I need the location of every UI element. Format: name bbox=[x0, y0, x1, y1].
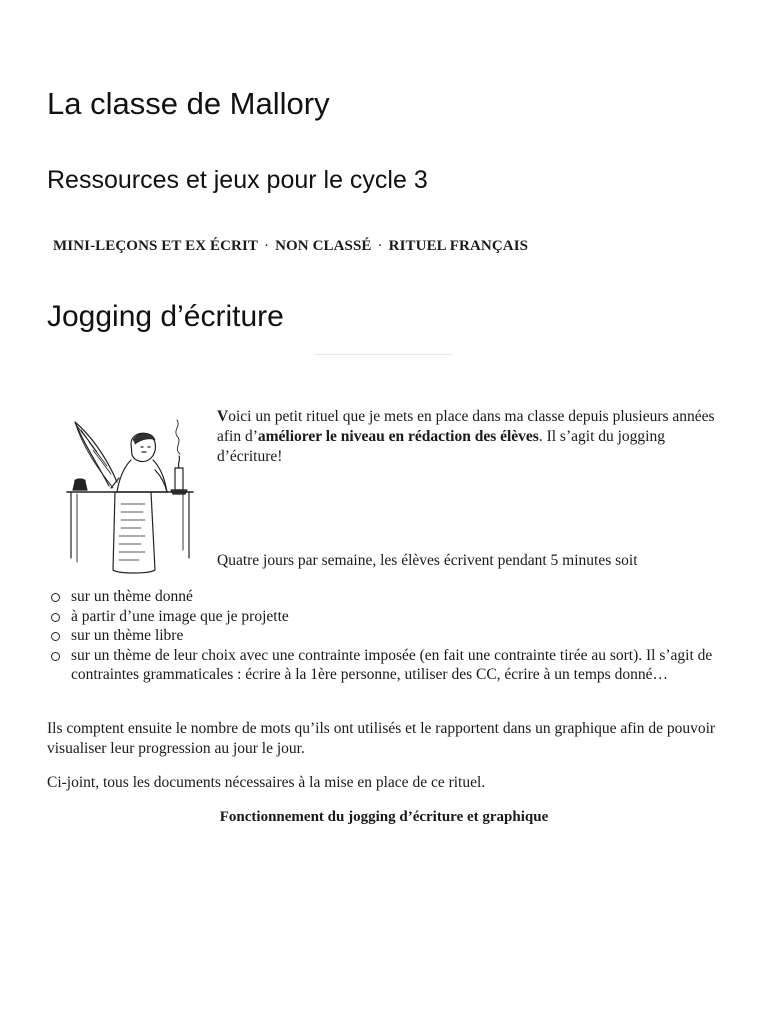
list-item-text: à partir d’une image que je projette bbox=[71, 607, 289, 625]
site-title[interactable]: La classe de Mallory bbox=[47, 86, 330, 121]
list-item bbox=[47, 646, 727, 685]
category-link-mini-lecons[interactable]: MINI-LEÇONS ET EX ÉCRIT bbox=[53, 238, 258, 254]
list-item-text: sur un thème libre bbox=[71, 627, 184, 644]
list-item bbox=[47, 587, 727, 607]
list-item bbox=[47, 626, 727, 646]
writing-themes-list bbox=[47, 587, 727, 685]
schedule-sentence: Quatre jours par semaine, les élèves écrivent pendant 5 minutes soit bbox=[217, 552, 638, 569]
circle-bullet-icon bbox=[51, 593, 60, 602]
dropcap-letter: V bbox=[217, 408, 229, 425]
attachments-paragraph: Ci-joint, tous les documents nécessaires à la mise en place de ce rituel. bbox=[47, 774, 486, 791]
category-separator: · bbox=[377, 238, 383, 254]
intro-bold-text: améliorer le niveau en rédaction des élèves bbox=[257, 428, 539, 445]
writer-with-quill-illustration bbox=[47, 408, 207, 578]
post-title: Jogging d’écriture bbox=[47, 300, 284, 333]
intro-text-end: . Il s’agit du jogging d’écriture! bbox=[217, 428, 665, 465]
list-item-text: sur un thème de leur choix avec une contrainte imposée (en fait une contrainte tirée au sort). Il s’agit de contraintes grammaticales : écrire à la 1ère personne, utiliser des CC, écrire à un temps donné… bbox=[71, 646, 713, 683]
circle-bullet-icon bbox=[51, 613, 60, 622]
category-separator: · bbox=[263, 238, 270, 254]
site-description: Ressources et jeux pour le cycle 3 bbox=[47, 166, 428, 194]
circle-bullet-icon bbox=[51, 652, 60, 661]
progress-paragraph: Ils comptent ensuite le nombre de mots qu’ils ont utilisés et le rapportent dans un graphique afin de pouvoir visualiser leur progression au jour le jour. bbox=[47, 720, 716, 757]
title-divider bbox=[315, 354, 452, 355]
list-item bbox=[47, 607, 727, 627]
intro-paragraph bbox=[217, 407, 717, 467]
list-item-text: sur un thème donné bbox=[71, 588, 193, 605]
document-title: Fonctionnement du jogging d’écriture et graphique bbox=[219, 809, 549, 825]
intro-text-start: oici un petit rituel que je mets en place dans ma classe depuis plusieurs années afin d’ bbox=[217, 408, 715, 445]
post-categories bbox=[53, 238, 528, 255]
category-link-rituel-francais[interactable]: RITUEL FRANÇAIS bbox=[388, 238, 529, 254]
circle-bullet-icon bbox=[51, 632, 60, 641]
category-link-non-classe[interactable]: NON CLASSÉ bbox=[275, 238, 372, 254]
